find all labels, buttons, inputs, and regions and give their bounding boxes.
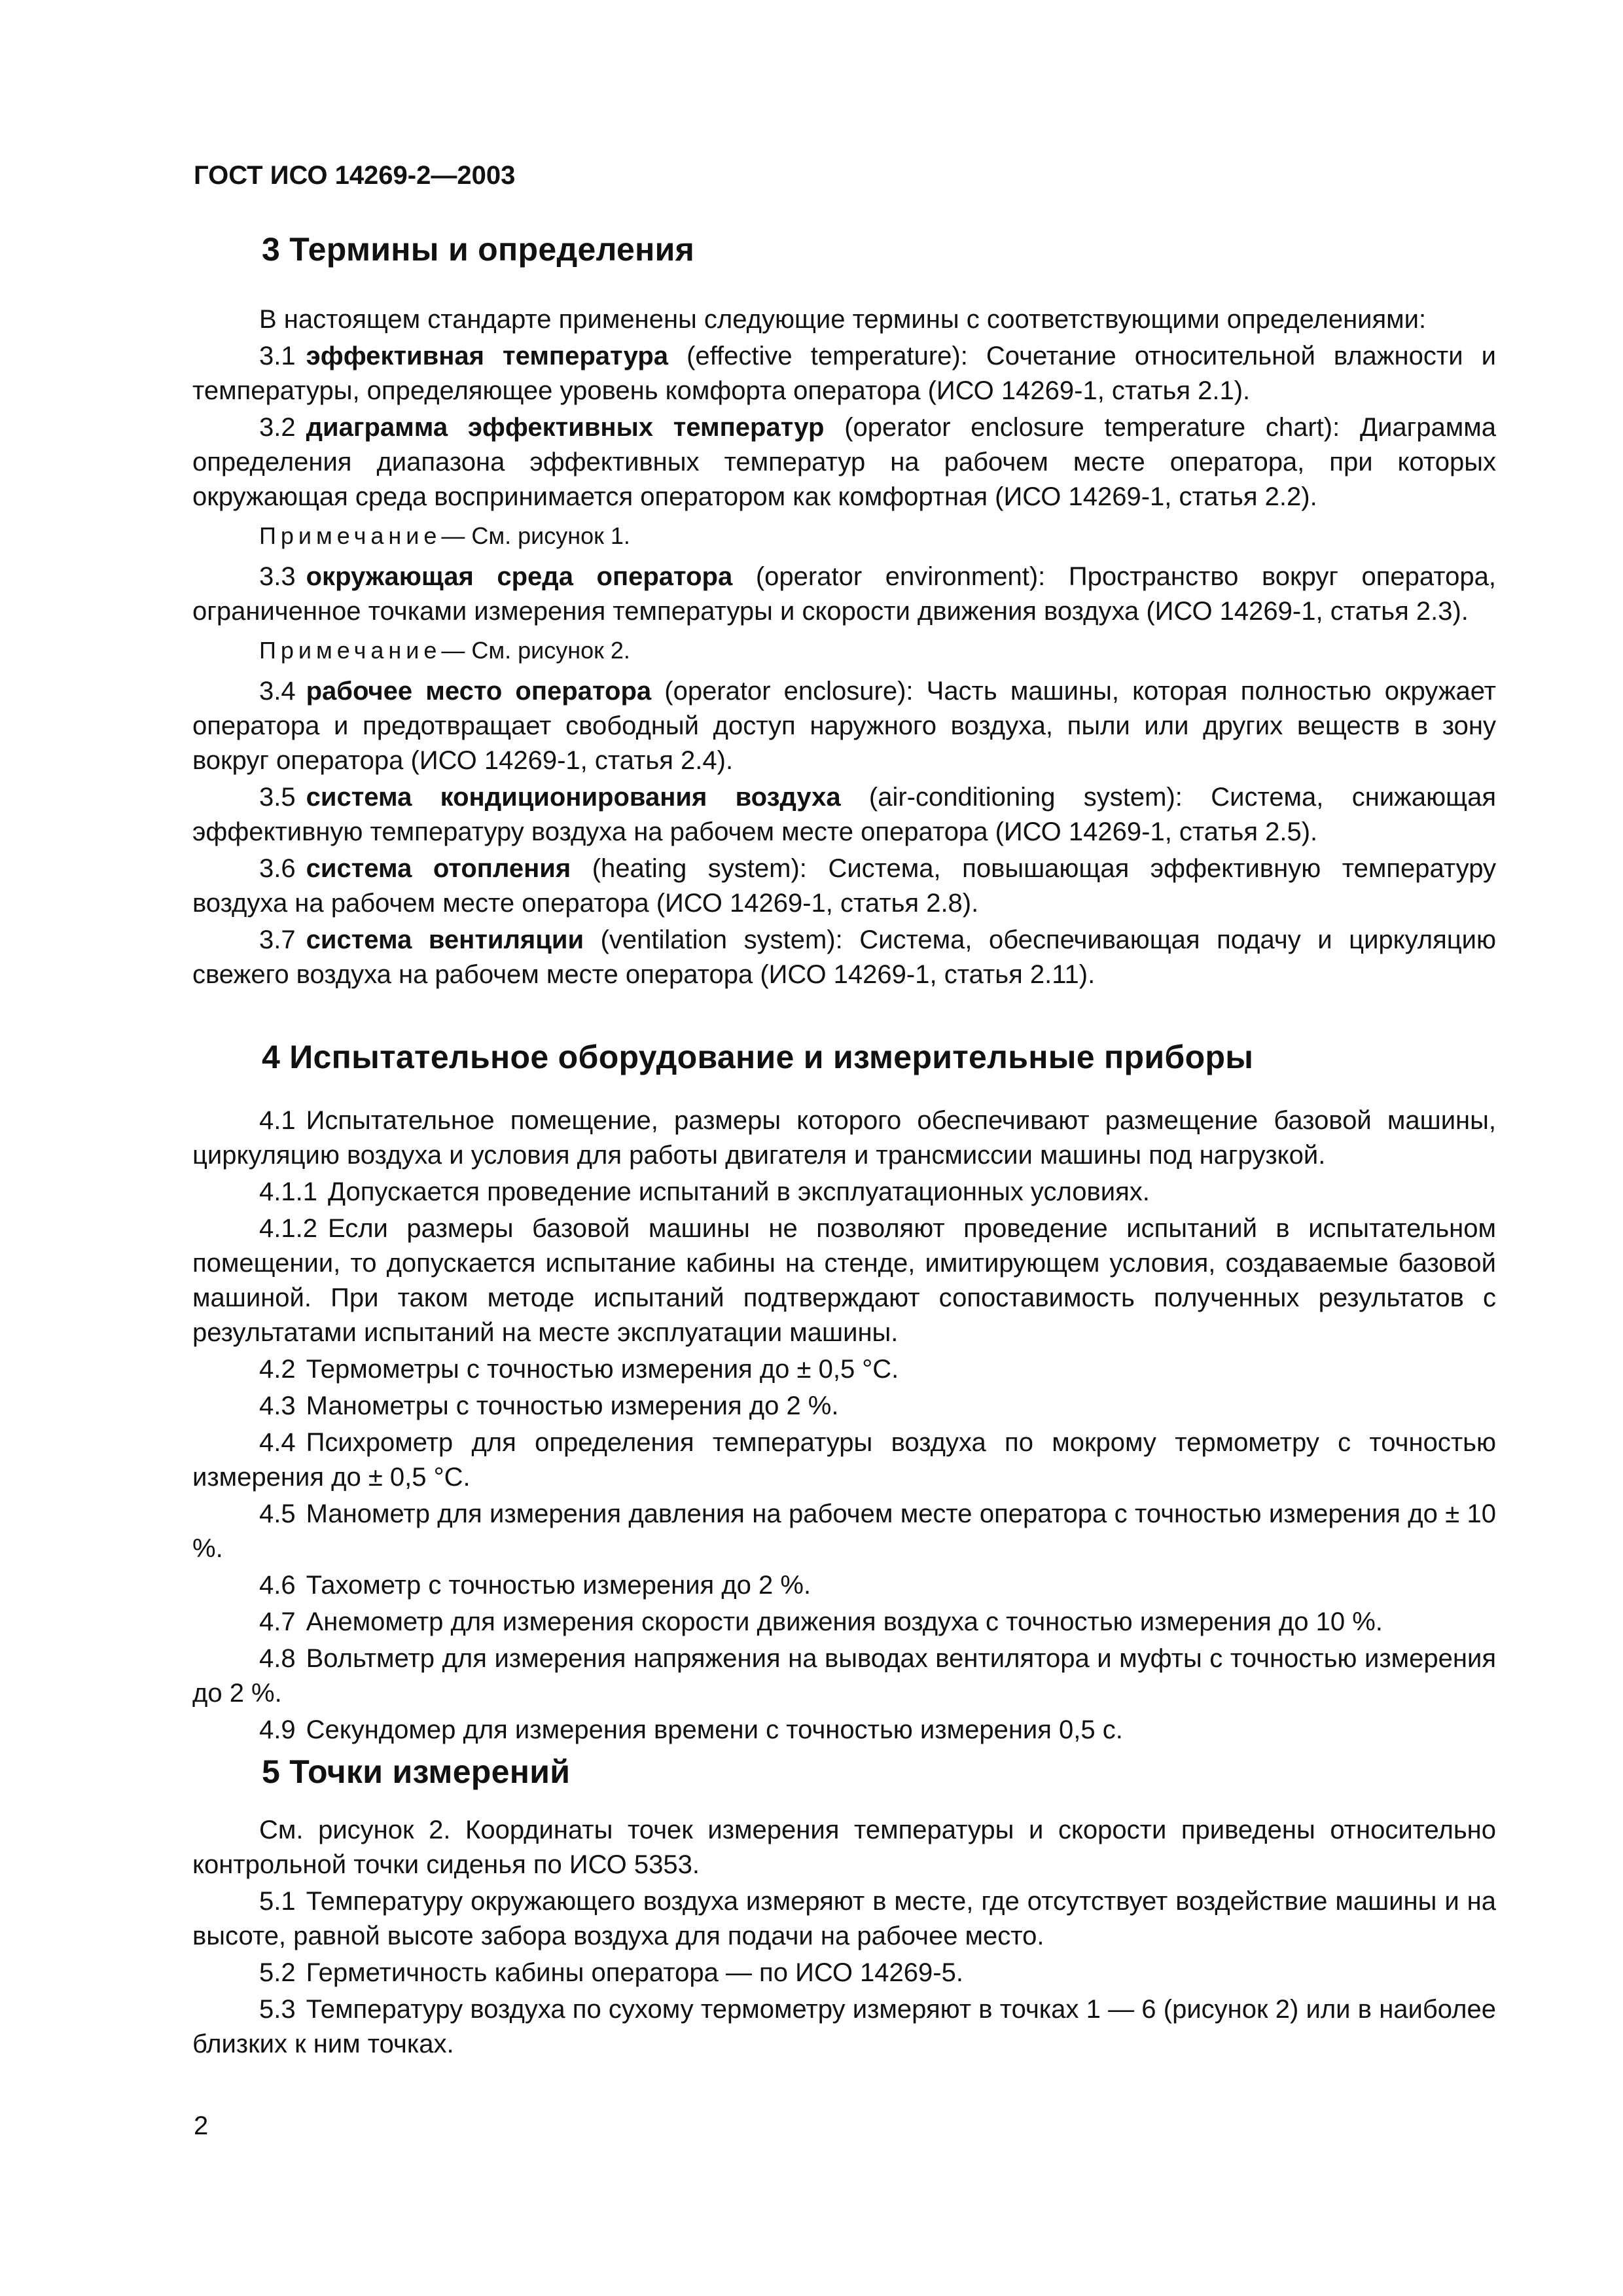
term-name: рабочее место оператора [306, 677, 652, 706]
clause-number: 3.1 [259, 342, 296, 370]
paragraph-text: Температуру окружающего воздуха измеряют в месте, где отсутствует воздействие машины и на высоте, равной высоте забора воздуха для подачи на рабочее место. [192, 1887, 1496, 1950]
clause-number: 4.2 [259, 1355, 296, 1384]
paragraph [192, 1713, 1496, 1748]
clause-number: 4.3 [259, 1391, 296, 1420]
section-5-body [192, 1813, 1496, 2064]
paragraph [192, 1568, 1496, 1603]
paragraph [192, 1426, 1496, 1495]
paragraph-text: Психрометр для определения температуры воздуха по мокрому термометру с точностью измерения до ± 0,5 °С. [192, 1428, 1496, 1492]
page-number: 2 [194, 2111, 209, 2140]
paragraph-text: (air-conditioning system): Система, снижающая эффективную температуру воздуха на рабочем месте оператора (ИСО 14269-1, статья 2.5). [192, 783, 1496, 846]
paragraph-text: Секундомер для измерения времени с точностью измерения 0,5 с. [306, 1715, 1123, 1744]
clause-number: 4.5 [259, 1499, 296, 1528]
paragraph-text: Если размеры базовой машины не позволяют проведение испытаний в испытательном помещении, то допускается испытание кабины на стенде, имитирующем условия, создаваемые базовой машиной. При таком методе испытаний подтверждают сопоставимость полученных результатов с результатами испытаний на месте эксплуатации машины. [192, 1214, 1496, 1347]
paragraph-text: (operator enclosure): Часть машины, которая полностью окружает оператора и предотвращает свободный доступ наружного воздуха, пыли или других веществ в зону вокруг оператора (ИСО 14269-1, статья 2.4). [192, 677, 1496, 775]
paragraph [192, 1992, 1496, 2062]
paragraph-text: Анемометр для измерения скорости движения воздуха с точностью измерения до 10 %. [306, 1607, 1383, 1636]
clause-number: 4.4 [259, 1428, 296, 1457]
note-paragraph [192, 518, 1496, 553]
clause-number: 4.1.1 [259, 1177, 317, 1206]
document-code-header: ГОСТ ИСО 14269-2—2003 [194, 161, 516, 190]
clause-number: 4.7 [259, 1607, 296, 1636]
paragraph [192, 302, 1496, 337]
paragraph-text: Манометр для измерения давления на рабочем месте оператора с точностью измерения до ± 10 %. [192, 1499, 1496, 1563]
paragraph-text: (operator enclosure temperature chart): Диаграмма определения диапазона эффективных температур на рабочем месте оператора, при которых окружающая среда воспринимается оператором как комфортная (ИСО 14269-1, статья 2.2). [192, 413, 1496, 511]
paragraph [192, 1352, 1496, 1387]
paragraph-text: (heating system): Система, повышающая эффективную температуру воздуха на рабочем месте оператора (ИСО 14269-1, статья 2.8). [192, 854, 1496, 918]
section-3-body [192, 302, 1496, 994]
section-4-body [192, 1103, 1496, 1749]
paragraph-text: В настоящем стандарте применены следующие термины с соответствующими определениями: [259, 305, 1427, 334]
paragraph [192, 1813, 1496, 1882]
clause-number: 5.2 [259, 1958, 296, 1987]
clause-number: 4.9 [259, 1715, 296, 1744]
clause-number: 4.1.2 [259, 1214, 317, 1243]
clause-number: 3.3 [259, 562, 296, 591]
clause-number: 3.5 [259, 783, 296, 812]
term-definition [192, 852, 1496, 921]
paragraph-text: Температуру воздуха по сухому термометру измеряют в точках 1 — 6 (рисунок 2) или в наиболее близких к ним точках. [192, 1995, 1496, 2058]
note-label: Примечание [259, 637, 442, 664]
term-name: система вентиляции [306, 925, 584, 954]
paragraph-text: (effective temperature): Сочетание относительной влажности и температуры, определяющее уровень комфорта оператора (ИСО 14269-1, статья 2.1). [192, 342, 1496, 405]
clause-number: 4.6 [259, 1571, 296, 1600]
term-definition [192, 410, 1496, 514]
paragraph [192, 1389, 1496, 1424]
paragraph-text: См. рисунок 2. Координаты точек измерения температуры и скорости приведены относительно контрольной точки сиденья по ИСО 5353. [192, 1816, 1496, 1879]
note-text: — См. рисунок 2. [441, 637, 630, 664]
clause-number: 3.6 [259, 854, 296, 883]
paragraph [192, 1884, 1496, 1954]
term-name: система кондиционирования воздуха [306, 783, 841, 812]
term-definition [192, 560, 1496, 629]
paragraph [192, 1211, 1496, 1350]
paragraph-text: Испытательное помещение, размеры которого обеспечивают размещение базовой машины, циркуляцию воздуха и условия для работы двигателя и трансмиссии машины под нагрузкой. [192, 1106, 1496, 1170]
term-definition [192, 780, 1496, 850]
paragraph-text: Тахометр с точностью измерения до 2 %. [306, 1571, 812, 1600]
paragraph-text: Герметичность кабины оператора — по ИСО 14269-5. [306, 1958, 963, 1987]
clause-number: 4.1 [259, 1106, 296, 1135]
paragraph [192, 1103, 1496, 1173]
note-label: Примечание [259, 522, 442, 549]
clause-number: 3.4 [259, 677, 296, 706]
note-text: — См. рисунок 1. [441, 522, 630, 549]
section-4-title: 4 Испытательное оборудование и измерительные приборы [262, 1039, 1254, 1075]
paragraph [192, 1641, 1496, 1711]
clause-number: 5.3 [259, 1995, 296, 2024]
paragraph-text: Допускается проведение испытаний в эксплуатационных условиях. [327, 1177, 1150, 1206]
term-name: окружающая среда оператора [306, 562, 733, 591]
term-definition [192, 674, 1496, 778]
paragraph-text: (operator environment): Пространство вокруг оператора, ограниченное точками измерения температуры и скорости движения воздуха (ИСО 14269-1, статья 2.3). [192, 562, 1496, 626]
section-3-title: 3 Термины и определения [262, 231, 695, 268]
clause-number: 3.2 [259, 413, 296, 442]
section-5-title: 5 Точки измерений [262, 1753, 571, 1790]
paragraph [192, 1175, 1496, 1210]
note-paragraph [192, 633, 1496, 668]
paragraph-text: Термометры с точностью измерения до ± 0,5 °С. [306, 1355, 899, 1384]
clause-number: 4.8 [259, 1644, 296, 1673]
term-definition [192, 923, 1496, 992]
term-name: система отопления [306, 854, 571, 883]
clause-number: 3.7 [259, 925, 296, 954]
paragraph [192, 1605, 1496, 1640]
paragraph-text: (ventilation system): Система, обеспечивающая подачу и циркуляцию свежего воздуха на рабочем месте оператора (ИСО 14269-1, статья 2.11). [192, 925, 1496, 989]
clause-number: 5.1 [259, 1887, 296, 1916]
paragraph [192, 1956, 1496, 1990]
term-name: диаграмма эффективных температур [306, 413, 825, 442]
term-name: эффективная температура [306, 342, 668, 370]
paragraph-text: Манометры с точностью измерения до 2 %. [306, 1391, 839, 1420]
paragraph [192, 1497, 1496, 1566]
paragraph-text: Вольтметр для измерения напряжения на выводах вентилятора и муфты с точностью измерения до 2 %. [192, 1644, 1496, 1708]
term-definition [192, 339, 1496, 408]
